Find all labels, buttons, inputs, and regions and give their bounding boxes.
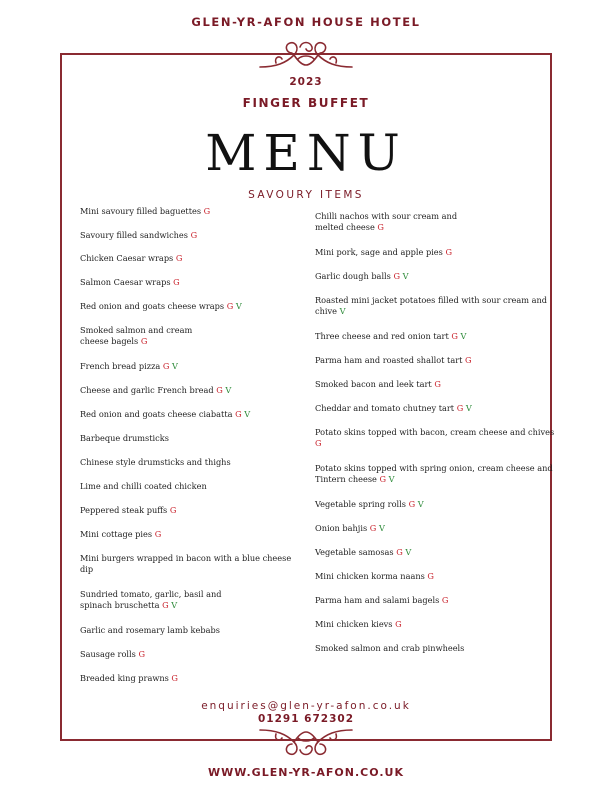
menu-title: MENU: [205, 124, 407, 182]
vegetarian-tag: V: [402, 271, 409, 281]
gluten-free-tag: G: [369, 523, 377, 533]
menu-item: Vegetable spring rolls G V: [315, 499, 424, 509]
menu-item: Mini burgers wrapped in bacon with a blue cheese dip: [80, 553, 292, 574]
vegetarian-tag: V: [460, 331, 467, 341]
menu-item: Sundried tomato, garlic, basil and spinach bruschetta G V: [80, 589, 222, 610]
menu-item: Sausage rolls G: [80, 649, 145, 659]
menu-item: Vegetable samosas G V: [315, 547, 412, 557]
gluten-free-tag: G: [441, 595, 449, 605]
menu-item: Three cheese and red onion tart G V: [315, 331, 467, 341]
vegetarian-tag: V: [235, 301, 242, 311]
menu-item: Potato skins topped with spring onion, cream cheese and Tintern cheese G V: [315, 463, 553, 484]
vegetarian-tag: V: [388, 474, 395, 484]
contact-phone: 01291 672302: [257, 713, 355, 725]
website-link[interactable]: WWW.GLEN-YR-AFON.CO.UK: [208, 766, 404, 779]
gluten-free-tag: G: [434, 379, 441, 389]
gluten-free-tag: G: [190, 230, 198, 240]
vegetarian-tag: V: [378, 523, 385, 533]
vegetarian-tag: V: [171, 600, 178, 610]
menu-item: Red onion and goats cheese ciabatta G V: [80, 409, 251, 419]
vegetarian-tag: V: [417, 499, 424, 509]
menu-item: Mini cottage pies G: [80, 529, 162, 539]
gluten-free-tag: G: [427, 571, 434, 581]
gluten-free-tag: G: [171, 673, 178, 683]
menu-item: Lime and chilli coated chicken: [80, 481, 207, 491]
vegetarian-tag: V: [405, 547, 412, 557]
menu-item: Chilli nachos with sour cream and melted cheese G: [315, 211, 458, 232]
menu-item: Mini pork, sage and apple pies G: [315, 247, 453, 257]
menu-item: French bread pizza G V: [80, 361, 178, 371]
menu-item: Smoked bacon and leek tart G: [315, 379, 441, 389]
gluten-free-tag: G: [379, 474, 387, 484]
menu-item: Cheddar and tomato chutney tart G V: [315, 403, 472, 413]
menu-item: Chicken Caesar wraps G: [80, 253, 183, 263]
gluten-free-tag: G: [173, 277, 180, 287]
gluten-free-tag: G: [235, 409, 242, 419]
gluten-free-tag: G: [465, 355, 472, 365]
gluten-free-tag: G: [445, 247, 453, 257]
gluten-free-tag: G: [393, 271, 401, 281]
menu-item: Roasted mini jacket potatoes filled with sour cream and chive V: [315, 295, 548, 316]
gluten-free-tag: G: [138, 649, 145, 659]
vegetarian-tag: V: [172, 361, 178, 371]
menu-year: 2023: [289, 76, 323, 88]
menu-item: Mini chicken korma naans G: [315, 571, 434, 581]
menu-item: Mini chicken kievs G: [315, 619, 402, 629]
menu-item: Mini savoury filled baguettes G: [80, 206, 211, 216]
vegetarian-tag: V: [339, 306, 346, 316]
menu-item: Onion bahjis G V: [315, 523, 385, 533]
menu-item: Potato skins topped with bacon, cream cheese and chives G: [315, 427, 555, 448]
gluten-free-tag: G: [408, 499, 416, 509]
menu-item: Parma ham and salami bagels G: [315, 595, 449, 605]
gluten-free-tag: G: [154, 529, 162, 539]
menu-item: Breaded king prawns G: [80, 673, 178, 683]
contact-email[interactable]: enquiries@glen-yr-afon.co.uk: [201, 700, 411, 712]
menu-item: Savoury filled sandwiches G: [80, 230, 198, 240]
gluten-free-tag: G: [396, 547, 403, 557]
menu-item: Smoked salmon and cream cheese bagels G: [80, 325, 193, 346]
vegetarian-tag: V: [465, 403, 472, 413]
menu-item: Garlic dough balls G V: [315, 271, 409, 281]
gluten-free-tag: G: [175, 253, 183, 263]
vegetarian-tag: V: [244, 409, 251, 419]
vegetarian-tag: V: [225, 385, 232, 395]
gluten-free-tag: G: [226, 301, 234, 311]
hotel-name: GLEN-YR-AFON HOUSE HOTEL: [191, 15, 421, 29]
gluten-free-tag: G: [203, 206, 211, 216]
gluten-free-tag: G: [377, 222, 384, 232]
flourish-ornament-icon: [256, 724, 356, 760]
gluten-free-tag: G: [315, 438, 322, 448]
menu-item: Parma ham and roasted shallot tart G: [315, 355, 472, 365]
menu-subtitle: FINGER BUFFET: [242, 96, 370, 110]
gluten-free-tag: G: [162, 361, 170, 371]
menu-item: Smoked salmon and crab pinwheels: [315, 643, 465, 653]
menu-item: Salmon Caesar wraps G: [80, 277, 180, 287]
gluten-free-tag: G: [456, 403, 464, 413]
gluten-free-tag: G: [169, 505, 177, 515]
gluten-free-tag: G: [140, 336, 148, 346]
gluten-free-tag: G: [395, 619, 402, 629]
section-title: SAVOURY ITEMS: [248, 189, 364, 201]
menu-item: Cheese and garlic French bread G V: [80, 385, 232, 395]
menu-item: Peppered steak puffs G: [80, 505, 177, 515]
menu-item: Barbeque drumsticks: [80, 433, 169, 443]
menu-item: Red onion and goats cheese wraps G V: [80, 301, 242, 311]
gluten-free-tag: G: [451, 331, 458, 341]
gluten-free-tag: G: [162, 600, 169, 610]
gluten-free-tag: G: [216, 385, 223, 395]
menu-item: Garlic and rosemary lamb kebabs: [80, 625, 220, 635]
menu-item: Chinese style drumsticks and thighs: [80, 457, 231, 467]
